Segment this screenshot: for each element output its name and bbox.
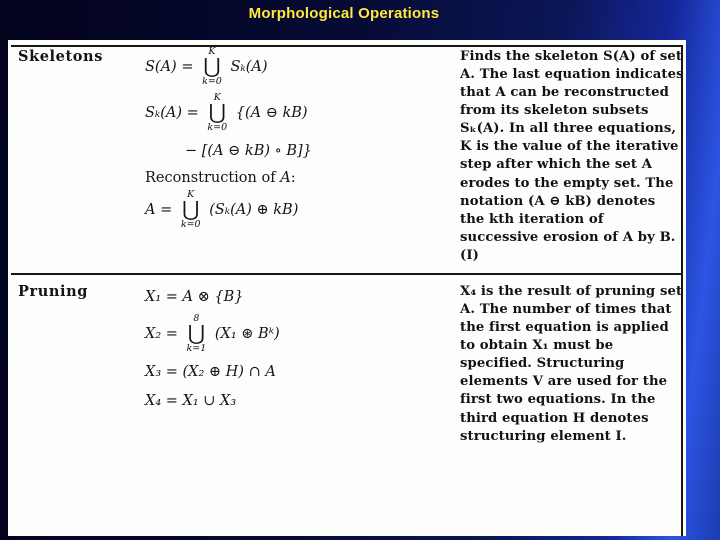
equation-text: − [(A ⊖ kB) ∘ B]} bbox=[185, 142, 312, 159]
equation-text: Sₖ(A) bbox=[225, 59, 268, 76]
equation-line bbox=[145, 168, 457, 188]
equation-text: (X₁ ⊛ Bᵏ) bbox=[210, 326, 280, 343]
big-union-operator: K ⋃ k=0 bbox=[180, 188, 201, 230]
equation-text: A = bbox=[145, 202, 177, 219]
equation-text: X₃ = (X₂ ⊕ H) ∩ A bbox=[145, 363, 276, 380]
equation-line bbox=[145, 314, 457, 355]
equation-text: Sₖ(A) = bbox=[145, 105, 204, 122]
pruning-equations bbox=[145, 285, 457, 418]
equation-line bbox=[145, 139, 457, 163]
equation-text: S(A) = bbox=[145, 59, 199, 76]
equation-line bbox=[145, 360, 457, 384]
big-union-operator: K ⋃ k=0 bbox=[207, 91, 228, 134]
big-union-operator: K ⋃ k=0 bbox=[202, 46, 222, 88]
equation-text: {(A ⊖ kB) bbox=[231, 105, 308, 122]
equation-text: A bbox=[280, 169, 291, 186]
equation-text: Reconstruction of bbox=[145, 169, 281, 186]
equation-text: (Sₖ(A) ⊕ kB) bbox=[204, 202, 299, 219]
equation-text: : bbox=[290, 169, 296, 186]
equation-line bbox=[145, 47, 457, 88]
skeletons-equations bbox=[145, 47, 457, 235]
content-panel bbox=[8, 40, 686, 536]
equation-line bbox=[145, 190, 457, 231]
equation-line bbox=[145, 93, 457, 134]
equation-line bbox=[145, 389, 457, 413]
big-union-operator: 8 ⋃ k=1 bbox=[186, 313, 207, 355]
equation-text: X₄ = X₁ ∪ X₃ bbox=[145, 392, 237, 409]
row-term-pruning: Pruning bbox=[18, 283, 89, 300]
equation-text: X₁ = A ⊗ {B} bbox=[145, 289, 244, 305]
table-row-divider-rule bbox=[11, 273, 683, 275]
equation-text: X₂ = bbox=[145, 326, 183, 343]
equation-line bbox=[145, 285, 457, 309]
row-term-skeletons: Skeletons bbox=[18, 48, 103, 65]
pruning-explanation: X₄ is the result of pruning set A. The number of times that the first equation is applied to obtain X₁ must be specified. Structuring elements V are used for the first two equations. In the third equation H denotes structuring element I. bbox=[460, 284, 683, 444]
skeletons-explanation: Finds the skeleton S(A) of set A. The last equation indicates that A can be reconstructed from its skeleton subsets Sₖ(A). In all three equations, K is the value of the iterative step after which the set A erodes to the empty set. The notation (A ⊖ kB) denotes the kth iteration of successive erosion of A by B. (I) bbox=[460, 49, 684, 263]
slide-title: Morphological Operations bbox=[248, 5, 440, 22]
